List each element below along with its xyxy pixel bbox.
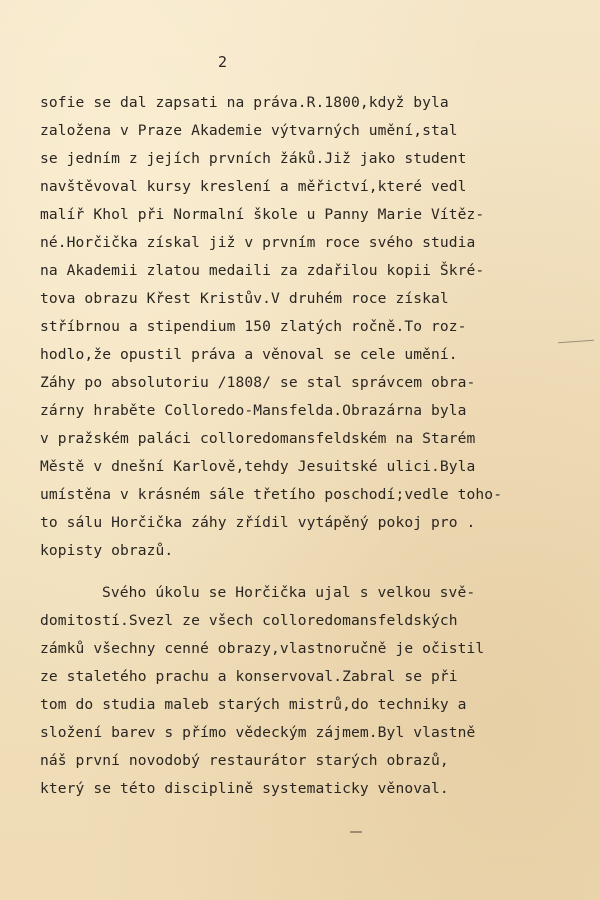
text-line: domitostí.Svezl ze všech colloredomansfeldských	[40, 612, 458, 629]
text-line: zárny hraběte Colloredo-Mansfelda.Obrazárna byla	[40, 402, 467, 419]
text-line: se jedním z jejích prvních žáků.Již jako student	[40, 150, 467, 167]
paragraph-1	[40, 89, 580, 565]
text-line: tova obrazu Křest Kristův.V druhém roce získal	[40, 290, 449, 307]
text-line: Záhy po absolutoriu /1808/ se stal správcem obra-	[40, 374, 476, 391]
body-text	[40, 89, 580, 803]
text-line: ze staletého prachu a konservoval.Zabral se při	[40, 668, 458, 685]
text-line: umístěna v krásném sále třetího poschodí;vedle toho-	[40, 486, 503, 503]
text-line: kopisty obrazů.	[40, 542, 174, 559]
text-line: né.Horčička získal již v prvním roce svého studia	[40, 234, 476, 251]
paragraph-2	[40, 579, 580, 803]
text-line: to sálu Horčička záhy zřídil vytápěný pokoj pro .	[40, 514, 476, 531]
text-line: hodlo,že opustil práva a věnoval se cele umění.	[40, 346, 458, 363]
text-line: Svého úkolu se Horčička ujal s velkou svě-	[102, 584, 476, 601]
dash-mark	[350, 831, 362, 833]
text-line: navštěvoval kursy kreslení a měřictví,které vedl	[40, 178, 467, 195]
page-number: 2	[218, 53, 229, 71]
text-line: Městě v dnešní Karlově,tehdy Jesuitské ulici.Byla	[40, 458, 476, 475]
text-line: založena v Praze Akademie výtvarných umění,stal	[40, 122, 458, 139]
text-line: stříbrnou a stipendium 150 zlatých ročně.To roz-	[40, 318, 467, 335]
text-line: sofie se dal zapsati na práva.R.1800,když byla	[40, 94, 449, 111]
text-line: zámků všechny cenné obrazy,vlastnoručně je očistil	[40, 640, 485, 657]
text-line: náš první novodobý restaurátor starých obrazů,	[40, 752, 449, 769]
text-line: který se této disciplině systematicky věnoval.	[40, 780, 449, 797]
text-line: tom do studia maleb starých mistrů,do techniky a	[40, 696, 467, 713]
text-line: malíř Khol při Normalní škole u Panny Marie Vítěz-	[40, 206, 485, 223]
text-line: na Akademii zlatou medaili za zdařilou kopii Škré-	[40, 262, 485, 279]
text-line: v pražském paláci colloredomansfeldském na Starém	[40, 430, 476, 447]
paragraph-spacer	[40, 565, 580, 579]
text-line: složení barev s přímo vědeckým zájmem.Byl vlastně	[40, 724, 476, 741]
